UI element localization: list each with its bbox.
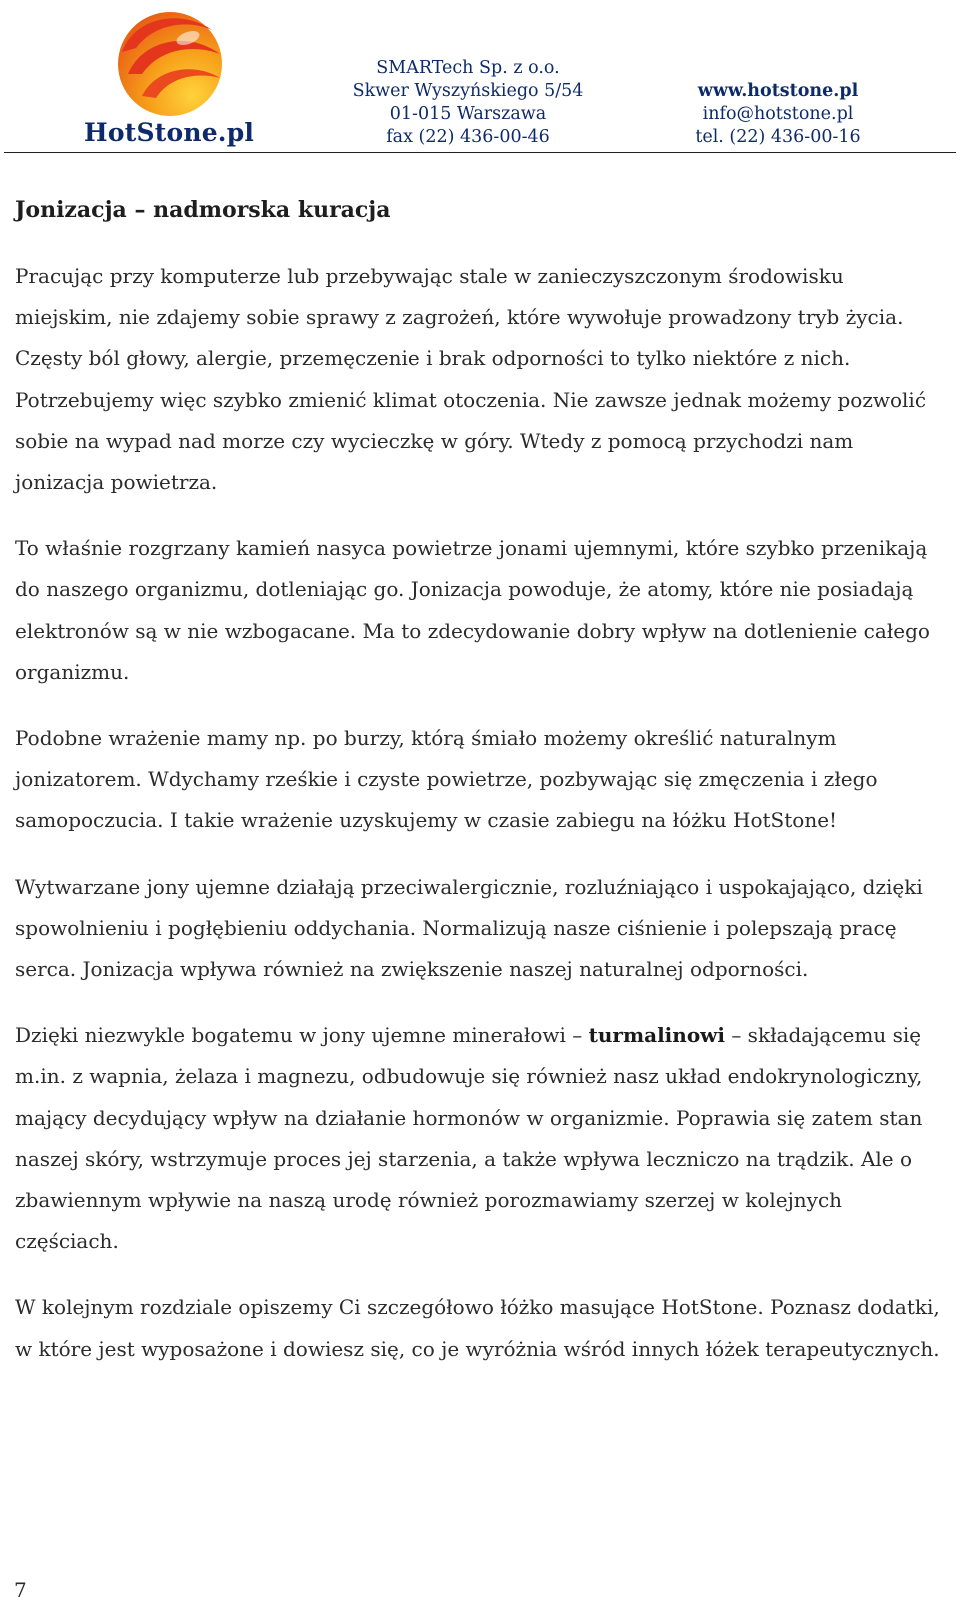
company-street: Skwer Wyszyńskiego 5/54 [352, 81, 584, 101]
paragraph-3: Podobne wrażenie mamy np. po burzy, którą śmiało możemy określić naturalnym jonizatorem. Wdychamy rześkie i czyste powietrze, pozbywając się zmęczenia i złego samopoczucia. I takie wrażenie uzyskujemy w czasie zabiegu na łóżku HotStone! [15, 726, 878, 833]
company-address [352, 57, 584, 149]
paragraph-5 [15, 1015, 945, 1262]
paragraph-6: W kolejnym rozdziale opiszemy Ci szczegółowo łóżko masujące HotStone. Poznasz dodatki, w które jest wyposażone i dowiesz się, co je wyróżnia wśród innych łóżek terapeutycznych. [15, 1295, 940, 1361]
email-link[interactable]: info@hotstone.pl [702, 104, 854, 124]
paragraph-2: To właśnie rozgrzany kamień nasyca powietrze jonami ujemnymi, które szybko przenikają do naszego organizmu, dotleniając go. Jonizacja powoduje, że atomy, które nie posiadają elektronów są w nie wzbogacane. Ma to zdecydowanie dobry wpływ na dotlenienie całego organizmu. [15, 536, 930, 684]
article-body [15, 196, 945, 1395]
turmalin-highlight: turmalinowi [588, 1023, 725, 1048]
article-title: Jonizacja – nadmorska kuracja [15, 197, 391, 223]
company-fax: fax (22) 436-00-46 [386, 127, 550, 147]
hotstone-logo-icon [108, 4, 228, 120]
contact-info [668, 80, 888, 149]
paragraph-5-start: Dzięki niezwykle bogatemu w jony ujemne minerałowi – [15, 1023, 589, 1048]
paragraph-4: Wytwarzane jony ujemne działają przeciwalergicznie, rozluźniająco i uspokajająco, dzięki spowolnieniu i pogłębieniu oddychania. Normalizują nasze ciśnienie i polepszają pracę serca. Jonizacja wpływa również na zwiększenie naszej naturalnej odporności. [15, 874, 923, 982]
paragraph-1: Pracując przy komputerze lub przebywając stale w zanieczyszczonym środowisku miejskim, nie zdajemy sobie sprawy z zagrożeń, które wywołuje prowadzony tryb życia. Częsty ból głowy, alergie, przemęczenie i brak odporności to tylko niektóre z nich. Potrzebujemy więc szybko zmienić klimat otoczenia. Nie zawsze jednak możemy pozwolić sobie na wypad nad morze czy wycieczkę w góry. Wtedy z pomocą przychodzi nam jonizacja powietrza. [15, 264, 927, 495]
phone-number: tel. (22) 436-00-16 [695, 127, 861, 147]
brand-name: HotStone.pl [84, 118, 255, 147]
page-header [0, 0, 960, 155]
header-divider [4, 152, 956, 153]
company-city: 01-015 Warszawa [389, 104, 547, 124]
page-number: 7 [14, 1578, 27, 1602]
website-link[interactable]: www.hotstone.pl [697, 81, 859, 101]
company-name: SMARTech Sp. z o.o. [376, 58, 560, 78]
paragraph-5-end: – składającemu się m.in. z wapnia, żelaza i magnezu, odbudowuje się również nasz układ endokrynologiczny, mający decydujący wpływ na działanie hormonów w organizmie. Poprawia się zatem stan naszej skóry, wstrzymuje proces jej starzenia, a także wpływa leczniczo na trądzik. Ale o zbawiennym wpływie na naszą urodę również porozmawiamy szerzej w kolejnych częściach. [15, 1023, 923, 1254]
